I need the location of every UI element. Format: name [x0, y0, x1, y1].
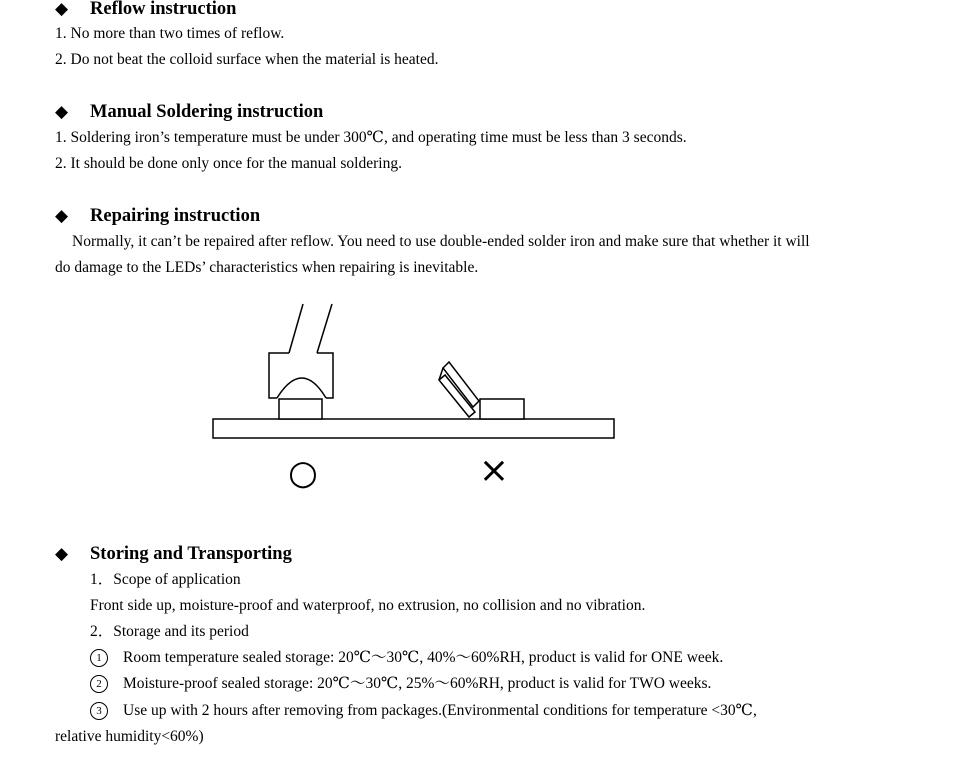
storage-item-3-continuation: relative humidity<60%) — [55, 728, 204, 745]
pcb-board — [213, 419, 614, 438]
storage-item-3 — [90, 701, 757, 721]
storage-item-text: Use up with 2 hours after removing from packages.(Environmental conditions for temperature <30℃, — [123, 702, 757, 719]
storage-item-1 — [90, 648, 723, 668]
manual-item-1: 1. Soldering iron’s temperature must be under 300℃, and operating time must be less than 3 seconds. — [55, 129, 687, 146]
double-ended-iron-icon — [269, 304, 333, 398]
storage-item-text: Room temperature sealed storage: 20℃～30℃, 40%～60%RH, product is valid for ONE week. — [123, 649, 724, 666]
manual-soldering-heading: Manual Soldering instruction — [90, 102, 324, 122]
wrong-mark-icon: × — [478, 450, 510, 491]
storing-heading: Storing and Transporting — [90, 544, 292, 564]
storage-item-text: Moisture-proof sealed storage: 20℃～30℃, 25%～60%RH, product is valid for TWO weeks. — [123, 675, 712, 692]
reflow-item-1: 1. No more than two times of reflow. — [55, 25, 285, 42]
storage-item-2 — [90, 674, 711, 694]
scope-text: Front side up, moisture-proof and waterproof, no extrusion, no collision and no vibration. — [90, 597, 646, 614]
repairing-heading: Repairing instruction — [90, 206, 261, 226]
repair-paragraph-line-1: Normally, it can’t be repaired after reflow. You need to use double-ended solder iron and make sure that whether it will — [72, 233, 810, 250]
reflow-heading: Reflow instruction — [90, 0, 237, 19]
led-component-right — [480, 399, 524, 419]
bullet-diamond-icon: ◆ — [55, 102, 69, 121]
bullet-diamond-icon: ◆ — [55, 544, 69, 563]
bullet-diamond-icon: ◆ — [55, 0, 69, 18]
reflow-item-2: 2. Do not beat the colloid surface when the material is heated. — [55, 51, 439, 68]
soldering-illustration — [205, 298, 625, 493]
storage-label: 2．Storage and its period — [90, 623, 249, 640]
circled-number-3: 3 — [90, 702, 108, 720]
scope-label: 1．Scope of application — [90, 571, 241, 588]
bullet-diamond-icon: ◆ — [55, 206, 69, 225]
manual-item-2: 2. It should be done only once for the manual soldering. — [55, 155, 402, 172]
single-iron-icon — [439, 362, 479, 417]
circled-number-1: 1 — [90, 649, 108, 667]
repair-paragraph-line-2: do damage to the LEDs’ characteristics when repairing is inevitable. — [55, 259, 479, 276]
led-component-left — [279, 399, 322, 419]
correct-mark-icon: ○ — [288, 453, 318, 493]
circled-number-2: 2 — [90, 675, 108, 693]
